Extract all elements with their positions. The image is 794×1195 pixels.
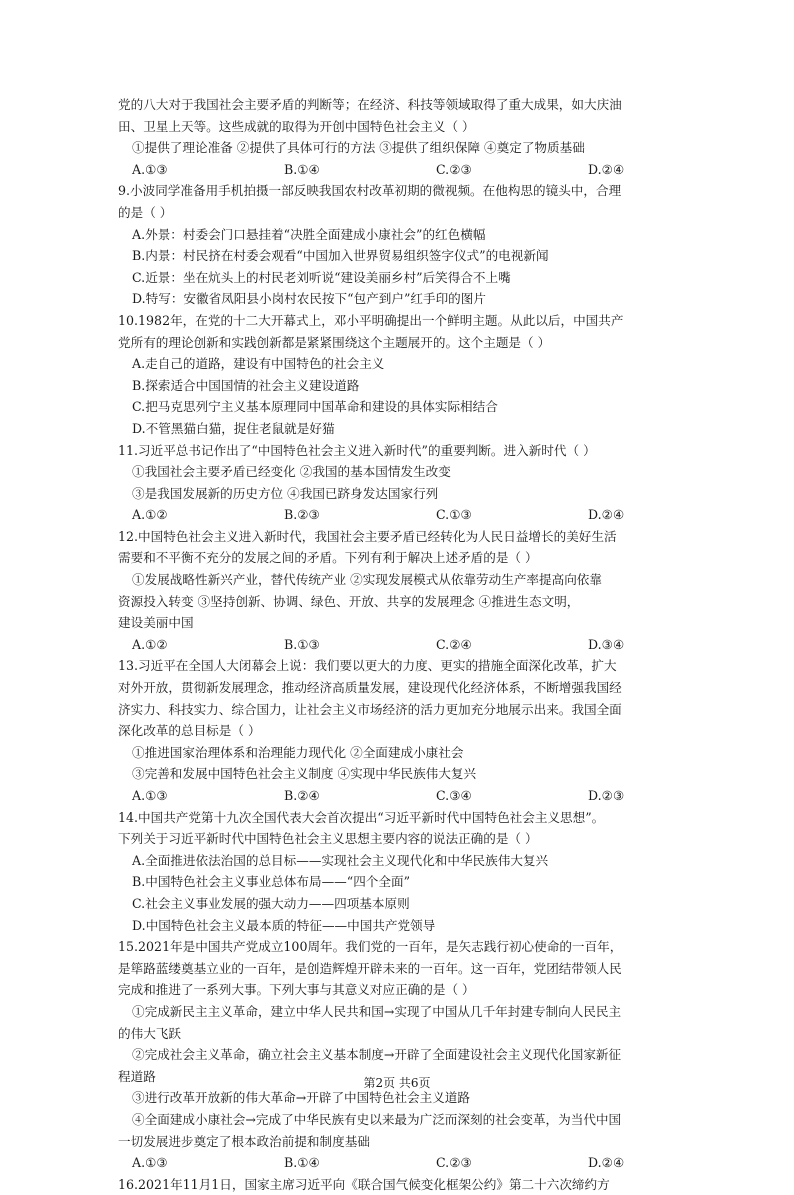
q11-statements-line-1: ①我国社会主要矛盾已经变化 ②我国的基本国情发生改变 <box>132 464 451 480</box>
q9-option-d: D.特写：安徽省凤阳县小岗村农民按下“包产到户”红手印的图片 <box>132 291 486 307</box>
q15-stem-line-2: 是筚路蓝缕奠基立业的一百年，是创造辉煌开辟未来的一百年。这一百年，党团结带领人民 <box>118 960 622 976</box>
q15-statement-4-line-2: 一切发展进步奠定了根本政治前提和制度基础 <box>118 1133 370 1149</box>
q15-stem-line-3: 完成和推进了一系列大事。下列大事与其意义对应正确的是（ ） <box>118 982 475 998</box>
q8-text-line-1: 党的八大对于我国社会主要矛盾的判断等；在经济、科技等领域取得了重大成果，如大庆油 <box>118 97 622 112</box>
q13-option-c: C.③④ <box>436 788 472 803</box>
exam-page-content <box>118 94 678 1195</box>
q10-option-b: B.探索适合中国国情的社会主义建设道路 <box>132 377 360 393</box>
q13-option-d: D.②③ <box>588 788 625 803</box>
q13-option-a: A.①③ <box>132 788 168 803</box>
q10-option-c: C.把马克思列宁主义基本原理同中国革命和建设的具体实际相结合 <box>132 399 498 415</box>
q9-option-a: A.外景：村委会门口悬挂着“决胜全面建成小康社会”的红色横幅 <box>132 226 486 242</box>
q8-option-d: D.②④ <box>588 161 625 177</box>
q10-option-d: D.不管黑猫白猫，捉住老鼠就是好猫 <box>132 420 335 436</box>
q9-stem-line-1: 9.小波同学准备用手机拍摄一部反映我国农村改革初期的微视频。在他构思的镜头中，合理 <box>118 183 622 199</box>
q15-option-b: B.①④ <box>284 1155 320 1171</box>
q15-option-a: A.①③ <box>132 1155 168 1171</box>
q13-option-b: B.②④ <box>284 788 320 803</box>
q14-option-c: C.社会主义事业发展的强大动力——四项基本原则 <box>132 895 410 911</box>
q11-options <box>118 504 678 526</box>
q11-option-d: D.②④ <box>588 507 625 523</box>
q10-option-a: A.走自己的道路，建设有中国特色的社会主义 <box>132 356 385 372</box>
q15-stem-line-1: 15.2021年是中国共产党成立100周年。我们党的一百年，是矢志践行初心使命的一百年， <box>118 939 623 955</box>
q15-statement-1-line-2: 的伟大飞跃 <box>118 1025 181 1041</box>
q13-stem-line-1: 13.习近平在全国人大闭幕会上说：我们要以更大的力度、更实的措施全面深化改革，扩大 <box>118 658 617 674</box>
q12-option-a: A.①② <box>132 636 168 652</box>
q14-option-b: B.中国特色社会主义事业总体布局——“四个全面” <box>132 874 411 890</box>
q15-options <box>118 1152 678 1174</box>
q11-option-a: A.①② <box>132 507 168 523</box>
q9-stem-line-2: 的是（ ） <box>118 204 173 220</box>
q16-stem-line-1: 16.2021年11月1日，国家主席习近平向《联合国气候变化框架公约》第二十六次缔约方 <box>118 1176 610 1192</box>
q11-option-b: B.②③ <box>284 507 320 523</box>
q8-option-c: C.②③ <box>436 161 472 177</box>
q13-stem-line-2: 对外开放，贯彻新发展理念，推动经济高质量发展，建设现代化经济体系，不断增强我国经 <box>118 680 622 696</box>
q8-option-a: A.①③ <box>132 161 168 177</box>
q10-stem-line-2: 党所有的理论创新和实践创新都是紧紧围绕这个主题展开的。这个主题是（ ） <box>118 334 551 350</box>
q15-statement-4-line-1: ④全面建成小康社会→完成了中华民族有史以来最为广泛而深刻的社会变革，为当代中国 <box>132 1111 622 1127</box>
q12-statements-line-2: 资源投入转变 ③坚持创新、协调、绿色、开放、共享的发展理念 ④推进生态文明， <box>118 593 580 609</box>
q10-stem-line-1: 10.1982年，在党的十二大开幕式上，邓小平明确提出一个鲜明主题。从此以后，中国共产 <box>118 312 624 328</box>
q13-statements-line-2: ③完善和发展中国特色社会主义制度 ④实现中华民族伟大复兴 <box>132 766 477 782</box>
q15-statement-2-line-2: 程道路 <box>118 1068 156 1084</box>
q12-stem-line-1: 12.中国特色社会主义进入新时代，我国社会主要矛盾已经转化为人民日益增长的美好生活 <box>118 528 617 544</box>
q13-statements-line-1: ①推进国家治理体系和治理能力现代化 ②全面建成小康社会 <box>132 744 464 760</box>
q14-option-d: D.中国特色社会主义最本质的特征——中国共产党领导 <box>132 917 436 933</box>
q15-statement-3: ③进行改革开放新的伟大革命→开辟了中国特色社会主义道路 <box>132 1090 470 1106</box>
q8-options <box>118 159 678 181</box>
q15-statement-1-line-1: ①完成新民主主义革命，建立中华人民共和国→实现了中国从几千年封建专制向人民民主 <box>132 1003 622 1019</box>
q8-option-b: B.①④ <box>284 161 320 177</box>
q15-option-d: D.②④ <box>588 1155 625 1171</box>
q11-statements-line-2: ③是我国发展新的历史方位 ④我国已跻身发达国家行列 <box>132 485 439 501</box>
q13-options <box>118 785 678 807</box>
q8-text-line-2: 田、卫星上天等。这些成就的取得为开创中国特色社会主义（ ） <box>118 118 475 134</box>
q12-options <box>118 634 678 656</box>
q15-option-c: C.②③ <box>436 1155 472 1171</box>
q15-statement-2-line-1: ②完成社会主义革命，确立社会主义基本制度→开辟了全面建设社会主义现代化国家新征 <box>132 1047 622 1063</box>
q14-stem-line-1: 14.中国共产党第十九次全国代表大会首次提出“习近平新时代中国特色社会主义思想”。 <box>118 809 605 825</box>
q12-option-d: D.③④ <box>588 636 625 652</box>
q11-option-c: C.①③ <box>436 507 472 523</box>
q13-stem-line-3: 济实力、科技实力、综合国力，让社会主义市场经济的活力更加充分地展示出来。我国全面 <box>118 701 622 717</box>
q14-option-a: A.全面推进依法治国的总目标——实现社会主义现代化和中华民族伟大复兴 <box>132 852 549 868</box>
q8-statements: ①提供了理论准备 ②提供了具体可行的方法 ③提供了组织保障 ④奠定了物质基础 <box>132 140 585 156</box>
q12-option-b: B.①③ <box>284 636 320 652</box>
q12-option-c: C.②④ <box>436 636 472 652</box>
q12-statements-line-1: ①发展战略性新兴产业，替代传统产业 ②实现发展模式从依靠劳动生产率提高向依靠 <box>132 572 602 588</box>
q9-option-c: C.近景：坐在炕头上的村民老刘听说“建设美丽乡村”后笑得合不上嘴 <box>132 269 511 285</box>
q11-stem: 11.习近平总书记作出了“中国特色社会主义进入新时代”的重要判断。进入新时代（ ） <box>118 442 596 458</box>
q12-stem-line-2: 需要和不平衡不充分的发展之间的矛盾。下列有利于解决上述矛盾的是（ ） <box>118 550 538 566</box>
q13-stem-line-4: 深化改革的总目标是（ ） <box>118 723 261 739</box>
q14-stem-line-2: 下列关于习近平新时代中国特色社会主义思想主要内容的说法正确的是（ ） <box>118 831 538 847</box>
q9-option-b: B.内景：村民挤在村委会观看“中国加入世界贸易组织签字仪式”的电视新闻 <box>132 248 549 264</box>
q12-statements-line-3: 建设美丽中国 <box>118 615 194 631</box>
page-footer: 第2页 共6页 <box>363 1076 431 1090</box>
